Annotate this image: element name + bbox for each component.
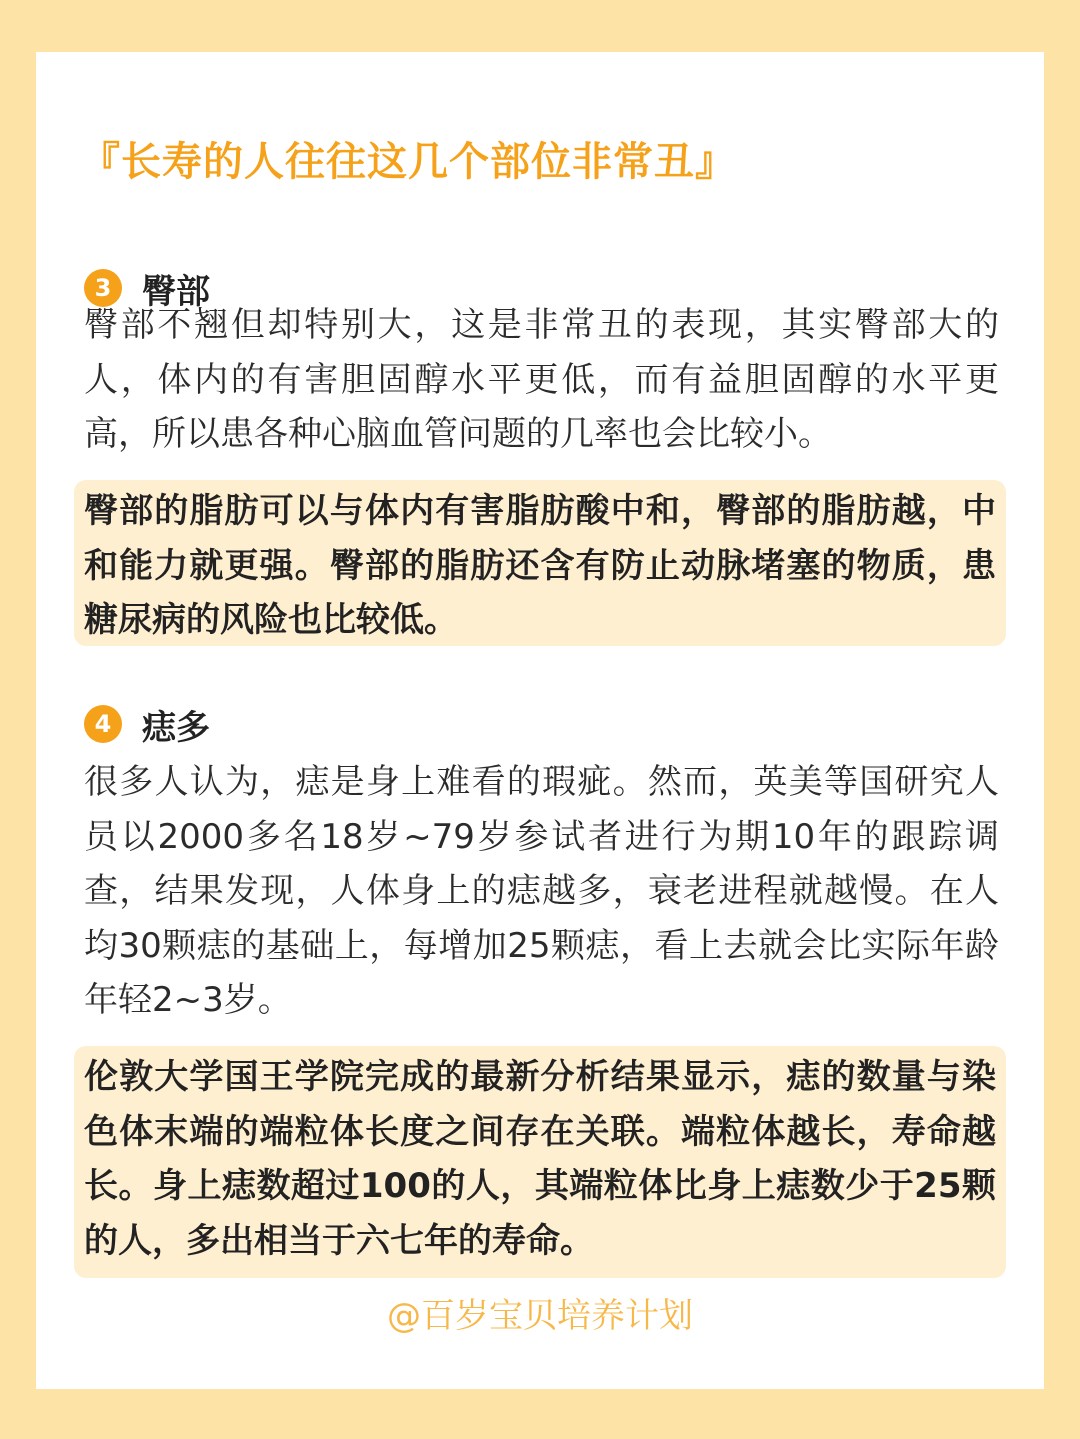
section-number-badge: 3 [84,269,122,307]
section-body-text: 臀部不翘但却特别大，这是非常丑的表现，其实臀部大的人，体内的有害胆固醇水平更低，而有益胆固醇的水平更高，所以患各种心脑血管问题的几率也会比较小。 [84,305,999,454]
section-body-text: 很多人认为，痣是身上难看的瑕疵。然而，英美等国研究人员以2000多名18岁~79岁参试者进行为期10年的跟踪调查，结果发现，人体身上的痣越多，衰老进程就越慢。在人均30颗痣的基础上，每增加25颗痣，看上去就会比实际年龄年轻2~3岁。 [84,762,999,1020]
highlight-text: 伦敦大学国王学院完成的最新分析结果显示，痣的数量与染色体末端的端粒体长度之间存在关联。端粒体越长，寿命越长。身上痣数超过100的人，其端粒体比身上痣数少于25颗的人，多出相当于六七年的寿命。 [84,1057,996,1261]
section-heading: 臀部 [142,271,210,312]
section-number-badge: 4 [84,705,122,743]
author-watermark: @百岁宝贝培养计划 [387,1296,693,1336]
highlight-text: 臀部的脂肪可以与体内有害脂肪酸中和，臀部的脂肪越，中和能力就更强。臀部的脂肪还含有防止动脉堵塞的物质，患糖尿病的风险也比较低。 [84,491,996,640]
section-heading: 痣多 [142,707,210,748]
highlight-box [74,1046,1006,1278]
content-card [36,52,1044,1389]
section-header-moles [84,702,210,746]
highlight-box [74,480,1006,646]
page-title: 『长寿的人往往这几个部位非常丑』 [80,139,736,185]
